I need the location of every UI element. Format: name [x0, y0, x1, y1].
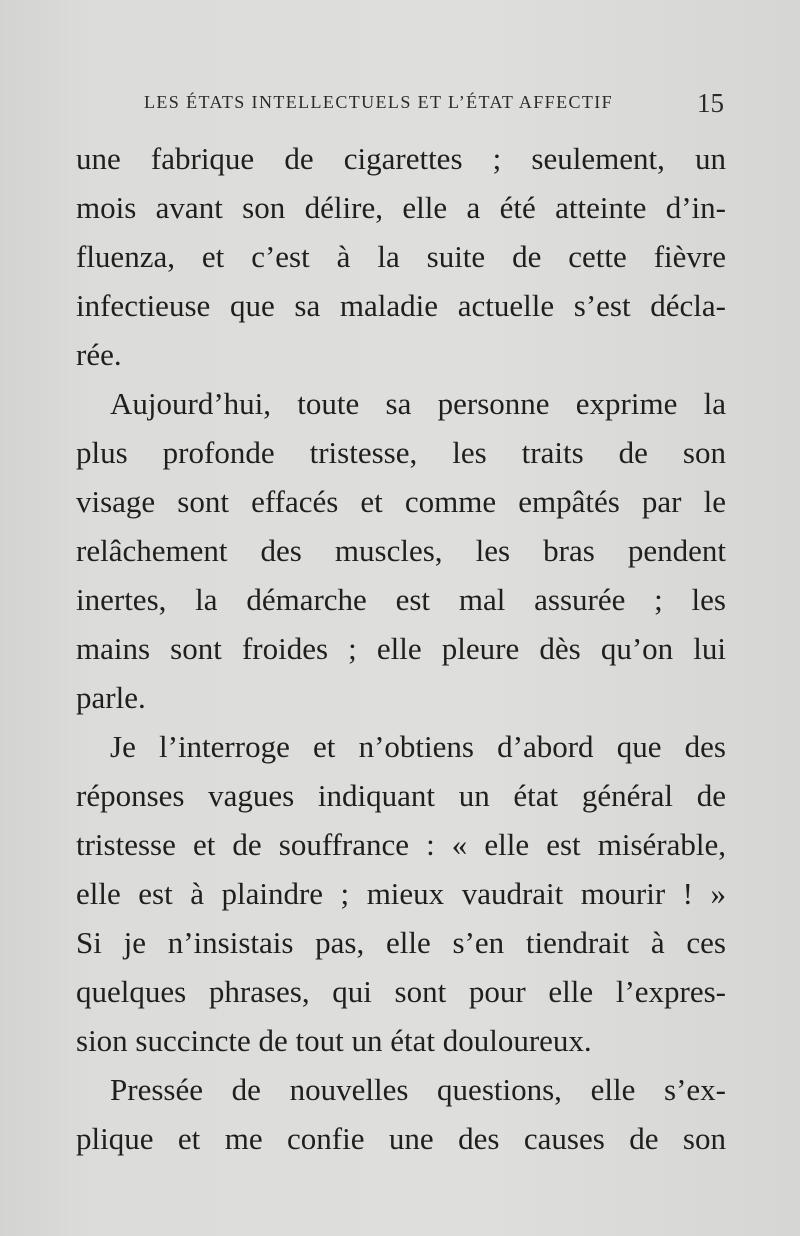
text-line: Si je n’insistais pas, elle s’en tiendrait à ces: [76, 925, 726, 960]
text-line: fluenza, et c’est à la suite de cette fièvre: [76, 239, 726, 274]
text-line: parle.: [76, 680, 146, 715]
text-line: plique et me confie une des causes de son: [76, 1121, 726, 1156]
text-line: relâchement des muscles, les bras pendent: [76, 533, 726, 568]
text-line: inertes, la démarche est mal assurée ; les: [76, 582, 726, 617]
body-text: [76, 134, 726, 1163]
text-line: une fabrique de cigarettes ; seulement, un: [76, 141, 726, 176]
page-number: 15: [697, 88, 724, 118]
text-line: réponses vagues indiquant un état général de: [76, 778, 726, 813]
text-line: sion succincte de tout un état douloureux.: [76, 1023, 592, 1058]
text-line: mains sont froides ; elle pleure dès qu’on lui: [76, 631, 726, 666]
text-line: plus profonde tristesse, les traits de son: [76, 435, 726, 470]
text-line: quelques phrases, qui sont pour elle l’expres-: [76, 974, 726, 1009]
paragraph-first-line: Je l’interroge et n’obtiens d’abord que des: [110, 729, 726, 764]
paragraph-first-line: Aujourd’hui, toute sa personne exprime la: [110, 386, 726, 421]
text-line: mois avant son délire, elle a été atteinte d’in-: [76, 190, 726, 225]
text-line: elle est à plaindre ; mieux vaudrait mourir ! »: [76, 876, 726, 911]
text-line: visage sont effacés et comme empâtés par le: [76, 484, 726, 519]
paragraph-first-line: Pressée de nouvelles questions, elle s’ex-: [110, 1072, 726, 1107]
text-line: infectieuse que sa maladie actuelle s’est décla-: [76, 288, 726, 323]
running-title: LES ÉTATS INTELLECTUELS ET L’ÉTAT AFFECTIF: [144, 92, 614, 112]
running-head: [144, 88, 724, 118]
text-line: tristesse et de souffrance : « elle est misérable,: [76, 827, 726, 862]
text-line: rée.: [76, 337, 122, 372]
